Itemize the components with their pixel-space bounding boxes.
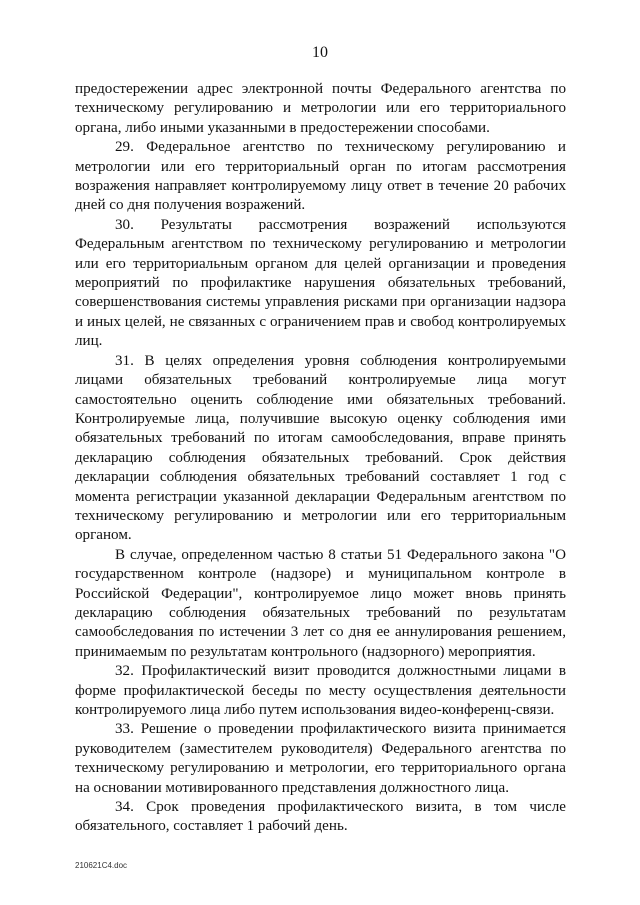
paragraph-continuation: предостережении адрес электронной почты Федерального агентства по техническому регулированию и метрологии или его территориального органа, либо иными указанными в предостережении способами. xyxy=(75,81,566,136)
paragraph-30: 30. Результаты рассмотрения возражений используются Федеральным агентством по техническому регулированию и метрологии или его территориальным органом для целей организации и проведения мероприятий по профилактике нарушения обязательных требований, совершенствования системы управления рисками при организации надзора и иных целей, не связанных с ограничением прав и свобод контролируемых лиц. xyxy=(75,216,566,350)
document-body xyxy=(75,80,566,837)
paragraph-34: 34. Срок проведения профилактического визита, в том числе обязательного, составляет 1 рабочий день. xyxy=(75,799,566,835)
file-code: 210621С4.doc xyxy=(75,861,128,870)
paragraph-29: 29. Федеральное агентство по техническому регулированию и метрологии или его территориальный орган по итогам рассмотрения возражения направляет контролируемому лицу ответ в течение 20 рабочих дней со дня получения возражений. xyxy=(75,139,566,214)
paragraph-32: 32. Профилактический визит проводится должностными лицами в форме профилактической беседы по месту осуществления деятельности контролируемого лица либо путем использования видео-конференц-связи. xyxy=(75,663,566,718)
paragraph-33: 33. Решение о проведении профилактического визита принимается руководителем (заместителем руководителя) Федерального агентства по техническому регулированию и метрологии, его территориального органа на основании мотивированного представления должностного лица. xyxy=(75,721,566,796)
paragraph-31: 31. В целях определения уровня соблюдения контролируемыми лицами обязательных требований контролируемые лица могут самостоятельно оценить соблюдение ими обязательных требований. Контролируемые лица, получившие высокую оценку соблюдения ими обязательных требований по итогам самообследования, вправе принять декларацию соблюдения обязательных требований. Срок действия декларации соблюдения обязательных требований составляет 1 год с момента регистрации указанной декларации Федеральным агентством по техническому регулированию и метрологии или его территориальным органом. xyxy=(75,352,566,544)
paragraph-31-addendum: В случае, определенном частью 8 статьи 51 Федерального закона "О государственном контроле (надзоре) и муниципальном контроле в Российской Федерации", контролируемое лицо может вновь принять декларацию соблюдения обязательных требований по результатам самообследования по истечении 3 лет со дня ее аннулирования решением, принимаемым по результатам контрольного (надзорного) мероприятия. xyxy=(75,546,566,660)
page-number: 10 xyxy=(312,44,328,61)
